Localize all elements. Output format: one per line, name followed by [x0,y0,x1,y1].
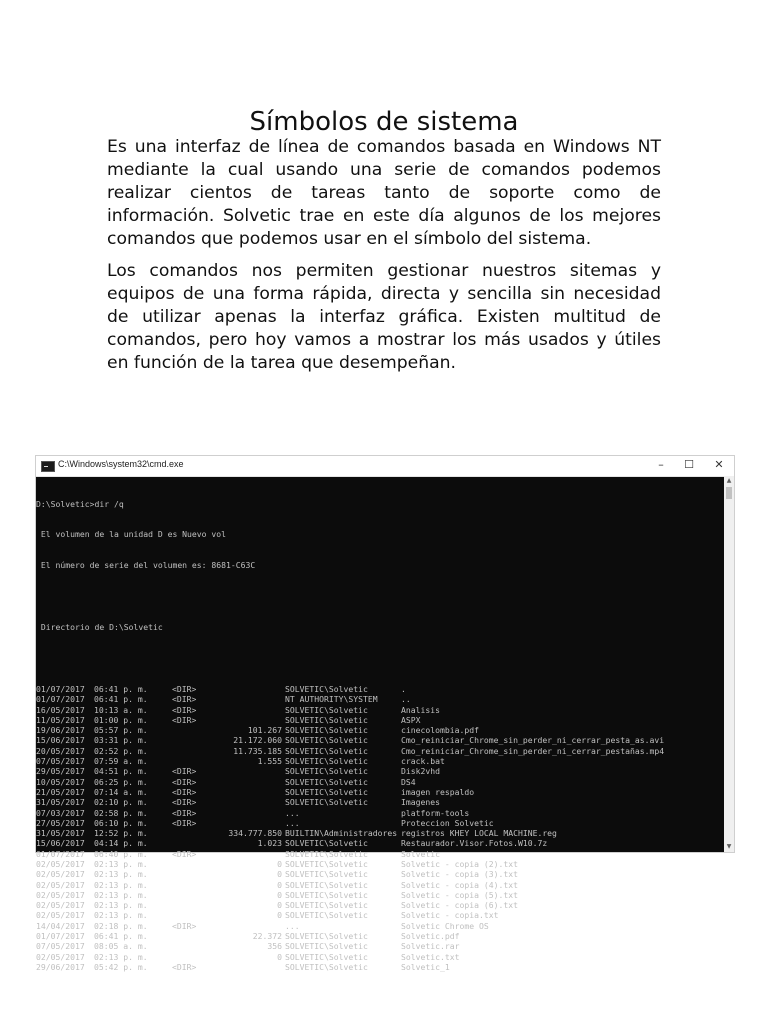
entry-size: 101.267 [247,725,282,736]
directory-entry-row [36,828,724,838]
entry-time: 04:51 p. m. [94,766,148,777]
directory-entry-row [36,952,724,962]
entry-time: 03:31 p. m. [94,735,148,746]
console-line: El volumen de la unidad D es Nuevo vol [36,529,227,540]
entry-name: Solvetic.rar [401,941,460,952]
directory-entry-row [36,838,724,848]
directory-entry-row [36,880,724,890]
entry-date: 02/05/2017 [36,951,85,962]
entry-owner: ... [285,807,300,818]
entry-date: 19/06/2017 [36,725,85,736]
entry-dir: <DIR> [172,920,197,931]
entry-size: 0 [277,951,282,962]
entry-size: 22.372 [252,931,282,942]
entry-time: 07:59 a. m. [94,756,148,767]
entry-date: 27/05/2017 [36,817,85,828]
entry-name: platform-tools [401,807,470,818]
entry-owner: BUILTIN\Administradores [285,828,398,839]
entry-time: 02:13 p. m. [94,900,148,911]
entry-time: 05:57 p. m. [94,725,148,736]
entry-time: 06:41 p. m. [94,683,148,694]
entry-date: 01/07/2017 [36,848,85,859]
entry-time: 10:13 a. m. [94,704,148,715]
entry-owner: SOLVETIC\Solvetic [285,931,368,942]
entry-name: registros KHEY LOCAL MACHINE.reg [401,828,557,839]
entry-owner: SOLVETIC\Solvetic [285,848,368,859]
entry-owner: SOLVETIC\Solvetic [285,797,368,808]
entry-size: 0 [277,858,282,869]
entry-owner: SOLVETIC\Solvetic [285,910,368,921]
directory-listing [36,684,724,972]
entry-name: Solvetic - copia (3).txt [401,869,518,880]
entry-date: 16/05/2017 [36,704,85,715]
entry-date: 20/05/2017 [36,745,85,756]
directory-entry-row [36,941,724,951]
entry-size: 1.023 [257,838,282,849]
entry-name: Solvetic - copia (4).txt [401,879,518,890]
scroll-up-arrow-icon[interactable]: ▲ [726,477,732,484]
console-line: El número de serie del volumen es: 8681-C63C [36,560,256,571]
entry-date: 29/06/2017 [36,961,85,972]
entry-date: 21/05/2017 [36,786,85,797]
entry-size: 0 [277,889,282,900]
entry-dir: <DIR> [172,776,197,787]
entry-name: Solvetic - copia (6).txt [401,900,518,911]
entry-time: 07:14 a. m. [94,786,148,797]
entry-dir: <DIR> [172,817,197,828]
entry-name: Restaurador.Visor.Fotos.W10.7z [401,838,548,849]
directory-entry-row [36,890,724,900]
entry-time: 02:58 p. m. [94,807,148,818]
entry-time: 02:13 p. m. [94,858,148,869]
entry-dir: <DIR> [172,848,197,859]
minimize-button[interactable]: – [658,458,664,471]
entry-time: 02:13 p. m. [94,869,148,880]
entry-name: Analisis [401,704,440,715]
directory-entry-row [36,787,724,797]
entry-owner: SOLVETIC\Solvetic [285,756,368,767]
entry-owner: ... [285,920,300,931]
entry-owner: SOLVETIC\Solvetic [285,776,368,787]
directory-entry-row [36,715,724,725]
entry-time: 02:10 p. m. [94,797,148,808]
entry-name: Proteccion Solvetic [401,817,494,828]
directory-entry-row [36,900,724,910]
entry-dir: <DIR> [172,807,197,818]
entry-time: 02:18 p. m. [94,920,148,931]
entry-name: Imagenes [401,797,440,808]
console-line [36,591,724,601]
entry-owner: NT AUTHORITY\SYSTEM [285,694,378,705]
entry-time: 02:13 p. m. [94,951,148,962]
entry-time: 08:05 a. m. [94,941,148,952]
entry-name: Solvetic_1 [401,961,450,972]
entry-name: Cmo_reiniciar_Chrome_sin_perder_ni_cerrar_pesta_as.avi [401,735,665,746]
entry-owner: SOLVETIC\Solvetic [285,704,368,715]
entry-owner: SOLVETIC\Solvetic [285,725,368,736]
entry-time: 06:41 p. m. [94,694,148,705]
entry-size: 21.172.060 [233,735,282,746]
directory-entry-row [36,859,724,869]
window-titlebar [36,456,734,477]
entry-time: 06:40 p. m. [94,848,148,859]
page-title: Símbolos de sistema [249,107,519,138]
entry-date: 31/05/2017 [36,797,85,808]
entry-date: 01/07/2017 [36,683,85,694]
directory-entry-row [36,808,724,818]
entry-size: 0 [277,910,282,921]
entry-time: 02:52 p. m. [94,745,148,756]
scroll-down-arrow-icon[interactable]: ▼ [726,843,732,850]
entry-time: 12:52 p. m. [94,828,148,839]
entry-owner: SOLVETIC\Solvetic [285,961,368,972]
entry-owner: SOLVETIC\Solvetic [285,714,368,725]
directory-entry-row [36,746,724,756]
entry-date: 01/07/2017 [36,931,85,942]
entry-dir: <DIR> [172,961,197,972]
entry-date: 02/05/2017 [36,869,85,880]
console-line: Directorio de D:\Solvetic [36,622,163,633]
commands-paragraph: Los comandos nos permiten gestionar nuestros sitemas y equipos de una forma rápida, directa y sencilla sin necesidad de utilizar apenas la interfaz gráfica. Existen multitud de comandos, pero hoy vamos a mostrar los más usados y útiles en función de la tarea que desempeñan. [107,261,661,373]
close-button[interactable]: ✕ [714,458,724,471]
directory-entry-row [36,777,724,787]
entry-date: 07/05/2017 [36,941,85,952]
vertical-scrollbar[interactable] [724,476,734,852]
entry-dir: <DIR> [172,683,197,694]
entry-time: 06:10 p. m. [94,817,148,828]
entry-date: 10/05/2017 [36,776,85,787]
entry-owner: SOLVETIC\Solvetic [285,900,368,911]
entry-owner: SOLVETIC\Solvetic [285,786,368,797]
entry-dir: <DIR> [172,786,197,797]
entry-date: 02/05/2017 [36,858,85,869]
entry-size: 1.555 [257,756,282,767]
directory-entry-row [36,869,724,879]
directory-entry-row [36,849,724,859]
entry-name: . [401,683,406,694]
entry-owner: SOLVETIC\Solvetic [285,683,368,694]
entry-date: 02/05/2017 [36,910,85,921]
directory-entry-row [36,797,724,807]
entry-time: 02:13 p. m. [94,910,148,921]
directory-entry-row [36,694,724,704]
entry-date: 01/07/2017 [36,694,85,705]
entry-size: 356 [267,941,282,952]
entry-owner: SOLVETIC\Solvetic [285,745,368,756]
entry-dir: <DIR> [172,797,197,808]
entry-time: 01:00 p. m. [94,714,148,725]
console-line: D:\Solvetic>dir /q [36,498,124,509]
entry-date: 07/03/2017 [36,807,85,818]
entry-date: 02/05/2017 [36,889,85,900]
entry-name: .. [401,694,411,705]
entry-size: 0 [277,900,282,911]
entry-time: 04:14 p. m. [94,838,148,849]
entry-dir: <DIR> [172,704,197,715]
entry-name: Solvetic - copia (2).txt [401,858,518,869]
entry-date: 02/05/2017 [36,900,85,911]
console-output [36,478,724,972]
entry-date: 02/05/2017 [36,879,85,890]
entry-owner: SOLVETIC\Solvetic [285,766,368,777]
directory-entry-row [36,962,724,972]
entry-time: 02:13 p. m. [94,879,148,890]
entry-time: 05:42 p. m. [94,961,148,972]
entry-time: 06:41 p. m. [94,931,148,942]
entry-owner: SOLVETIC\Solvetic [285,951,368,962]
entry-name: Solvetic - copia (5).txt [401,889,518,900]
directory-entry-row [36,725,724,735]
directory-entry-row [36,735,724,745]
entry-owner: SOLVETIC\Solvetic [285,735,368,746]
directory-entry-row [36,921,724,931]
maximize-button[interactable]: ☐ [684,458,694,471]
entry-name: imagen respaldo [401,786,475,797]
directory-entry-row [36,684,724,694]
entry-owner: SOLVETIC\Solvetic [285,838,368,849]
entry-name: ASPX [401,714,421,725]
entry-date: 15/06/2017 [36,735,85,746]
entry-owner: SOLVETIC\Solvetic [285,858,368,869]
entry-date: 29/05/2017 [36,766,85,777]
directory-entry-row [36,818,724,828]
entry-time: 06:25 p. m. [94,776,148,787]
entry-date: 15/06/2017 [36,838,85,849]
entry-name: Disk2vhd [401,766,440,777]
console-icon [41,461,55,472]
entry-name: DS4 [401,776,416,787]
scroll-thumb[interactable] [726,487,732,499]
directory-entry-row [36,766,724,776]
entry-owner: ... [285,817,300,828]
entry-name: Solvetic - copia.txt [401,910,499,921]
window-title: C:\Windows\system32\cmd.exe [58,459,184,469]
entry-owner: SOLVETIC\Solvetic [285,941,368,952]
entry-size: 334.777.850 [228,828,282,839]
directory-entry-row [36,910,724,920]
entry-name: Cmo_reiniciar_Chrome_sin_perder_ni_cerrar_pestañas.mp4 [401,745,665,756]
entry-name: crack.bat [401,756,445,767]
entry-size: 0 [277,869,282,880]
entry-date: 07/05/2017 [36,756,85,767]
cmd-window-screenshot [36,456,734,972]
entry-date: 31/05/2017 [36,828,85,839]
entry-dir: <DIR> [172,694,197,705]
entry-owner: SOLVETIC\Solvetic [285,879,368,890]
entry-owner: SOLVETIC\Solvetic [285,869,368,880]
entry-time: 02:13 p. m. [94,889,148,900]
entry-name: cinecolombia.pdf [401,725,479,736]
directory-entry-row [36,931,724,941]
intro-paragraph: Es una interfaz de línea de comandos basada en Windows NT mediante la cual usando una serie de comandos podemos realizar cientos de tareas tanto de soporte como de información. Solvetic trae en este día algunos de los mejores comandos que podemos usar en el símbolo del sistema. [107,137,661,249]
directory-entry-row [36,756,724,766]
entry-dir: <DIR> [172,714,197,725]
entry-owner: SOLVETIC\Solvetic [285,889,368,900]
entry-name: Solvetic Chrome OS [401,920,489,931]
entry-name: Solvetic [401,848,440,859]
entry-name: Solvetic.txt [401,951,460,962]
entry-date: 11/05/2017 [36,714,85,725]
entry-name: Solvetic.pdf [401,931,460,942]
entry-size: 11.735.185 [233,745,282,756]
entry-size: 0 [277,879,282,890]
directory-entry-row [36,705,724,715]
entry-dir: <DIR> [172,766,197,777]
console-line [36,653,724,663]
entry-date: 14/04/2017 [36,920,85,931]
